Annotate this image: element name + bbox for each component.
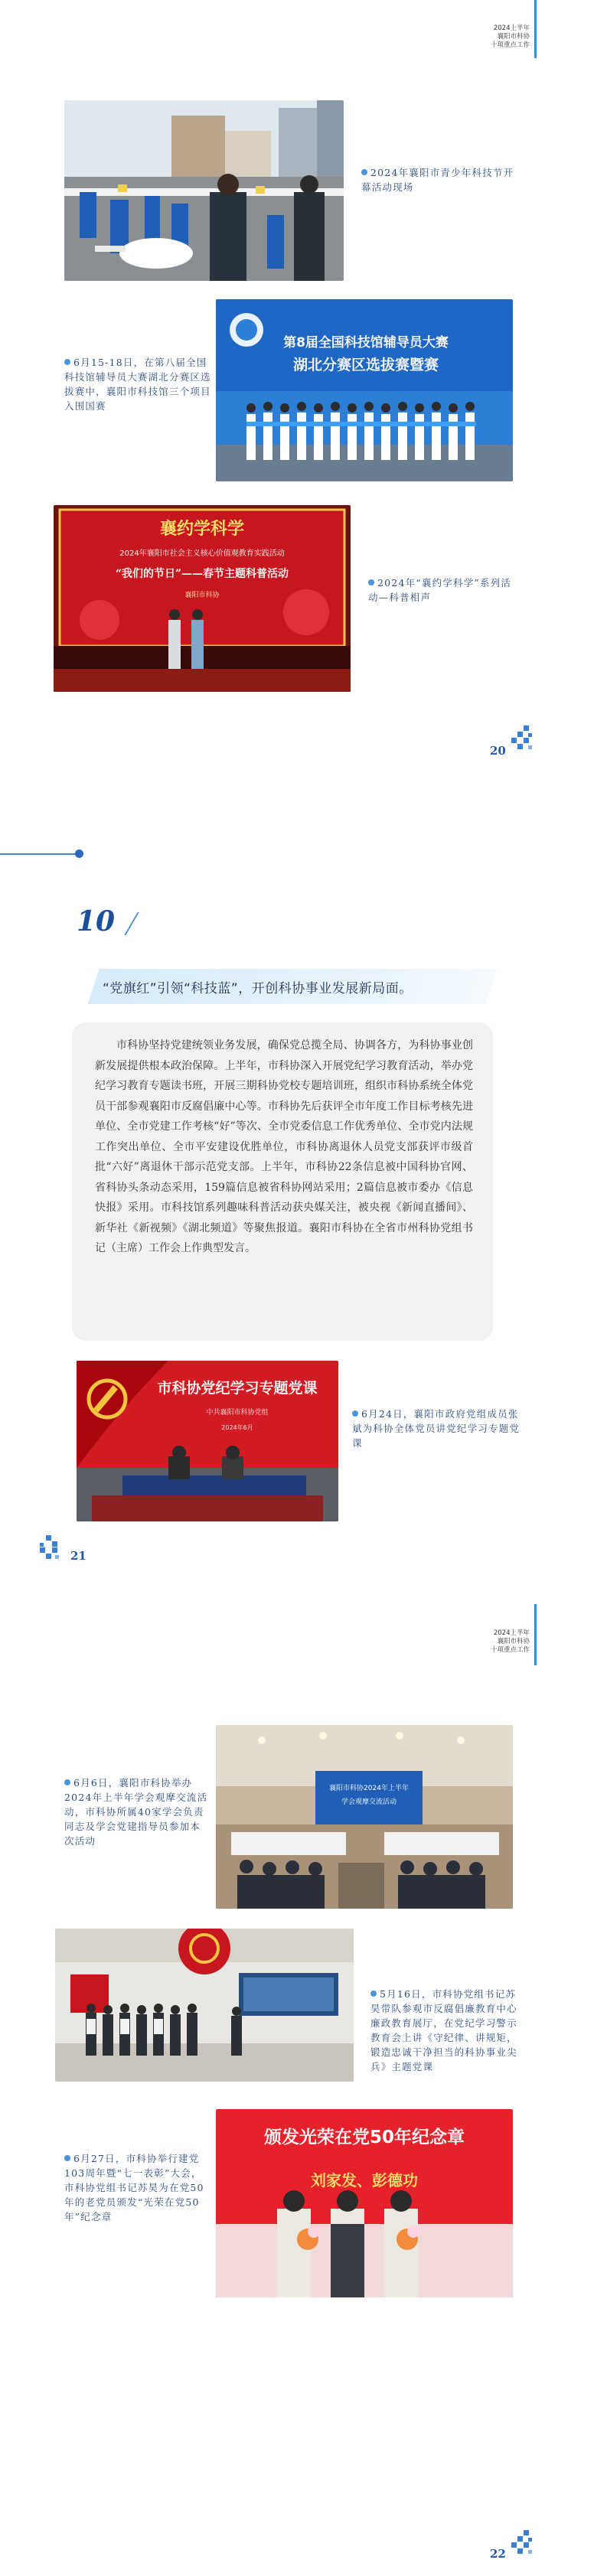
lecture-screen-subtitle: 中共襄阳市科协党组 (206, 1409, 269, 1417)
photo-science-crosstalk (54, 505, 351, 692)
page-number-20: 20 (490, 744, 506, 758)
page-number-21: 21 (70, 1549, 86, 1563)
photo3-caption (368, 576, 521, 605)
exchange-photo-caption-text: 6月6日，襄阳市科协举办2024年上半年学会观摩交流活动，市科协所属40家学会负责同志及学会党建指导员参加本次活动 (64, 1777, 208, 1847)
pixel-decoration-icon (511, 2530, 534, 2561)
bullet-dot (352, 1410, 358, 1417)
photo2-caption-text: 6月15-18日，在第八届全国科技馆辅导员大赛湖北分赛区选拔赛中，襄阳市科技馆三个项目入围国赛 (64, 357, 211, 412)
contest-banner-subtitle: 湖北分赛区选拔赛暨赛 (292, 357, 439, 373)
photo2-caption (64, 355, 214, 413)
center-photo-caption (370, 1987, 525, 2074)
medal-photo-caption-text: 6月27日，市科协举行建党103周年暨“七一表彰”大会，市科协党组书记苏昊为在党50年的老党员颁发“光荣在党50年”纪念章 (64, 2153, 204, 2222)
photo1-caption-text: 2024年襄阳市青少年科技节开幕活动现场 (361, 167, 514, 193)
contest-banner-title: 第8届全国科技馆辅导员大赛 (283, 335, 449, 351)
bullet-dot (64, 2155, 70, 2161)
photo-education-center (55, 1929, 354, 2082)
section-number: 10 (77, 905, 116, 937)
photo3-caption-text: 2024年“襄约学科学”系列活动—科普相声 (368, 577, 512, 603)
photo-society-exchange (216, 1725, 513, 1909)
header-line-3: 十项重点工作 (490, 41, 530, 49)
header-accent-bar (534, 1604, 537, 1665)
photo-counselor-contest (216, 299, 513, 481)
section-divider (0, 853, 77, 855)
photo-party-lecture (77, 1361, 338, 1521)
crosstalk-screen-line2: “我们的节日”——春节主题科普活动 (115, 568, 289, 580)
pixel-decoration-icon (40, 1535, 63, 1566)
medal-screen-title: 颁发光荣在党50年纪念章 (263, 2128, 465, 2147)
crosstalk-screen-line3: 襄阳市科协 (184, 592, 220, 599)
bullet-dot (368, 579, 374, 585)
exchange-screen-subtitle: 学会观摩交流活动 (341, 1798, 397, 1806)
exchange-photo-caption (64, 1775, 210, 1848)
section-banner-text: “党旗红”引领“科技蓝”，开创科协事业发展新局面。 (103, 981, 413, 996)
photo1-caption (361, 165, 524, 194)
bullet-dot (361, 169, 367, 175)
lecture-photo-caption (352, 1407, 522, 1450)
bullet-dot (64, 1779, 70, 1785)
header-line-2: 襄阳市科协 (497, 33, 530, 41)
running-header (459, 24, 530, 50)
photo-youth-science-festival (64, 100, 344, 281)
lecture-screen-date: 2024年6月 (221, 1424, 253, 1431)
medal-screen-names: 刘家发、彭德功 (311, 2171, 418, 2190)
page-number-22: 22 (490, 2547, 506, 2561)
crosstalk-screen-line1: 2024年襄阳市社会主义核心价值观教育实践活动 (119, 549, 285, 558)
header-line-1: 2024上半年 (493, 24, 530, 32)
center-photo-caption-text: 5月16日，市科协党组书记苏昊带队参观市反腐倡廉教育中心廉政教育展厅，在党纪学习警示教育会上讲《守纪律、讲规矩，锻造忠诚干净担当的科协事业尖兵》主题党课 (370, 1988, 517, 2072)
crosstalk-screen-title: 襄约学科学 (159, 520, 245, 539)
bullet-dot (64, 359, 70, 365)
medal-photo-caption (64, 2151, 210, 2224)
header-line-3: 十项重点工作 (490, 1646, 530, 1654)
divider-dot (75, 849, 83, 858)
bullet-dot (370, 1991, 377, 1997)
lecture-photo-caption-text: 6月24日，襄阳市政府党组成员张斌为科协全体党员讲党纪学习专题党课 (352, 1408, 521, 1449)
running-header (459, 1629, 530, 1655)
section-body-text: 市科协坚持党建统领业务发展，确保党总揽全局、协调各方，为科协事业创新发展提供根本政治保障。上半年，市科协深入开展党纪学习教育活动，举办党纪学习教育专题读书班，开展三期科协党校专题培训班，组织市科协系统全体党员干部参观襄阳市反腐倡廉中心等。市科协先后获评全市年度工作目标考核先进单位、全市党建工作考核“好”等次、全市党委信息工作优秀单位、全市党内法规工作突出单位、全市平安建设优胜单位，市科协离退休人员党支部获评市级首批“六好”离退休干部示范党支部。上半年，市科协22条信息被中国科协官网、省科协头条动态采用，159篇信息被省科协网站采用；2篇信息被市委办《信息快报》采用。市科技馆系列趣味科普活动获央媒关注，被央视《新闻直播间》、新华社《新视频》《湖北频道》等聚焦报道。襄阳市科协在全省市州科协党组书记（主席）工作会上作典型发言。 (95, 1039, 473, 1254)
header-line-1: 2024上半年 (493, 1629, 530, 1637)
photo-party-medal (216, 2109, 513, 2297)
exchange-screen-title: 襄阳市科协2024年上半年 (329, 1785, 409, 1792)
header-line-2: 襄阳市科协 (497, 1638, 530, 1645)
lecture-screen-title: 市科协党纪学习专题党课 (157, 1380, 318, 1397)
pixel-decoration-icon (511, 726, 534, 756)
header-accent-bar (534, 0, 537, 58)
